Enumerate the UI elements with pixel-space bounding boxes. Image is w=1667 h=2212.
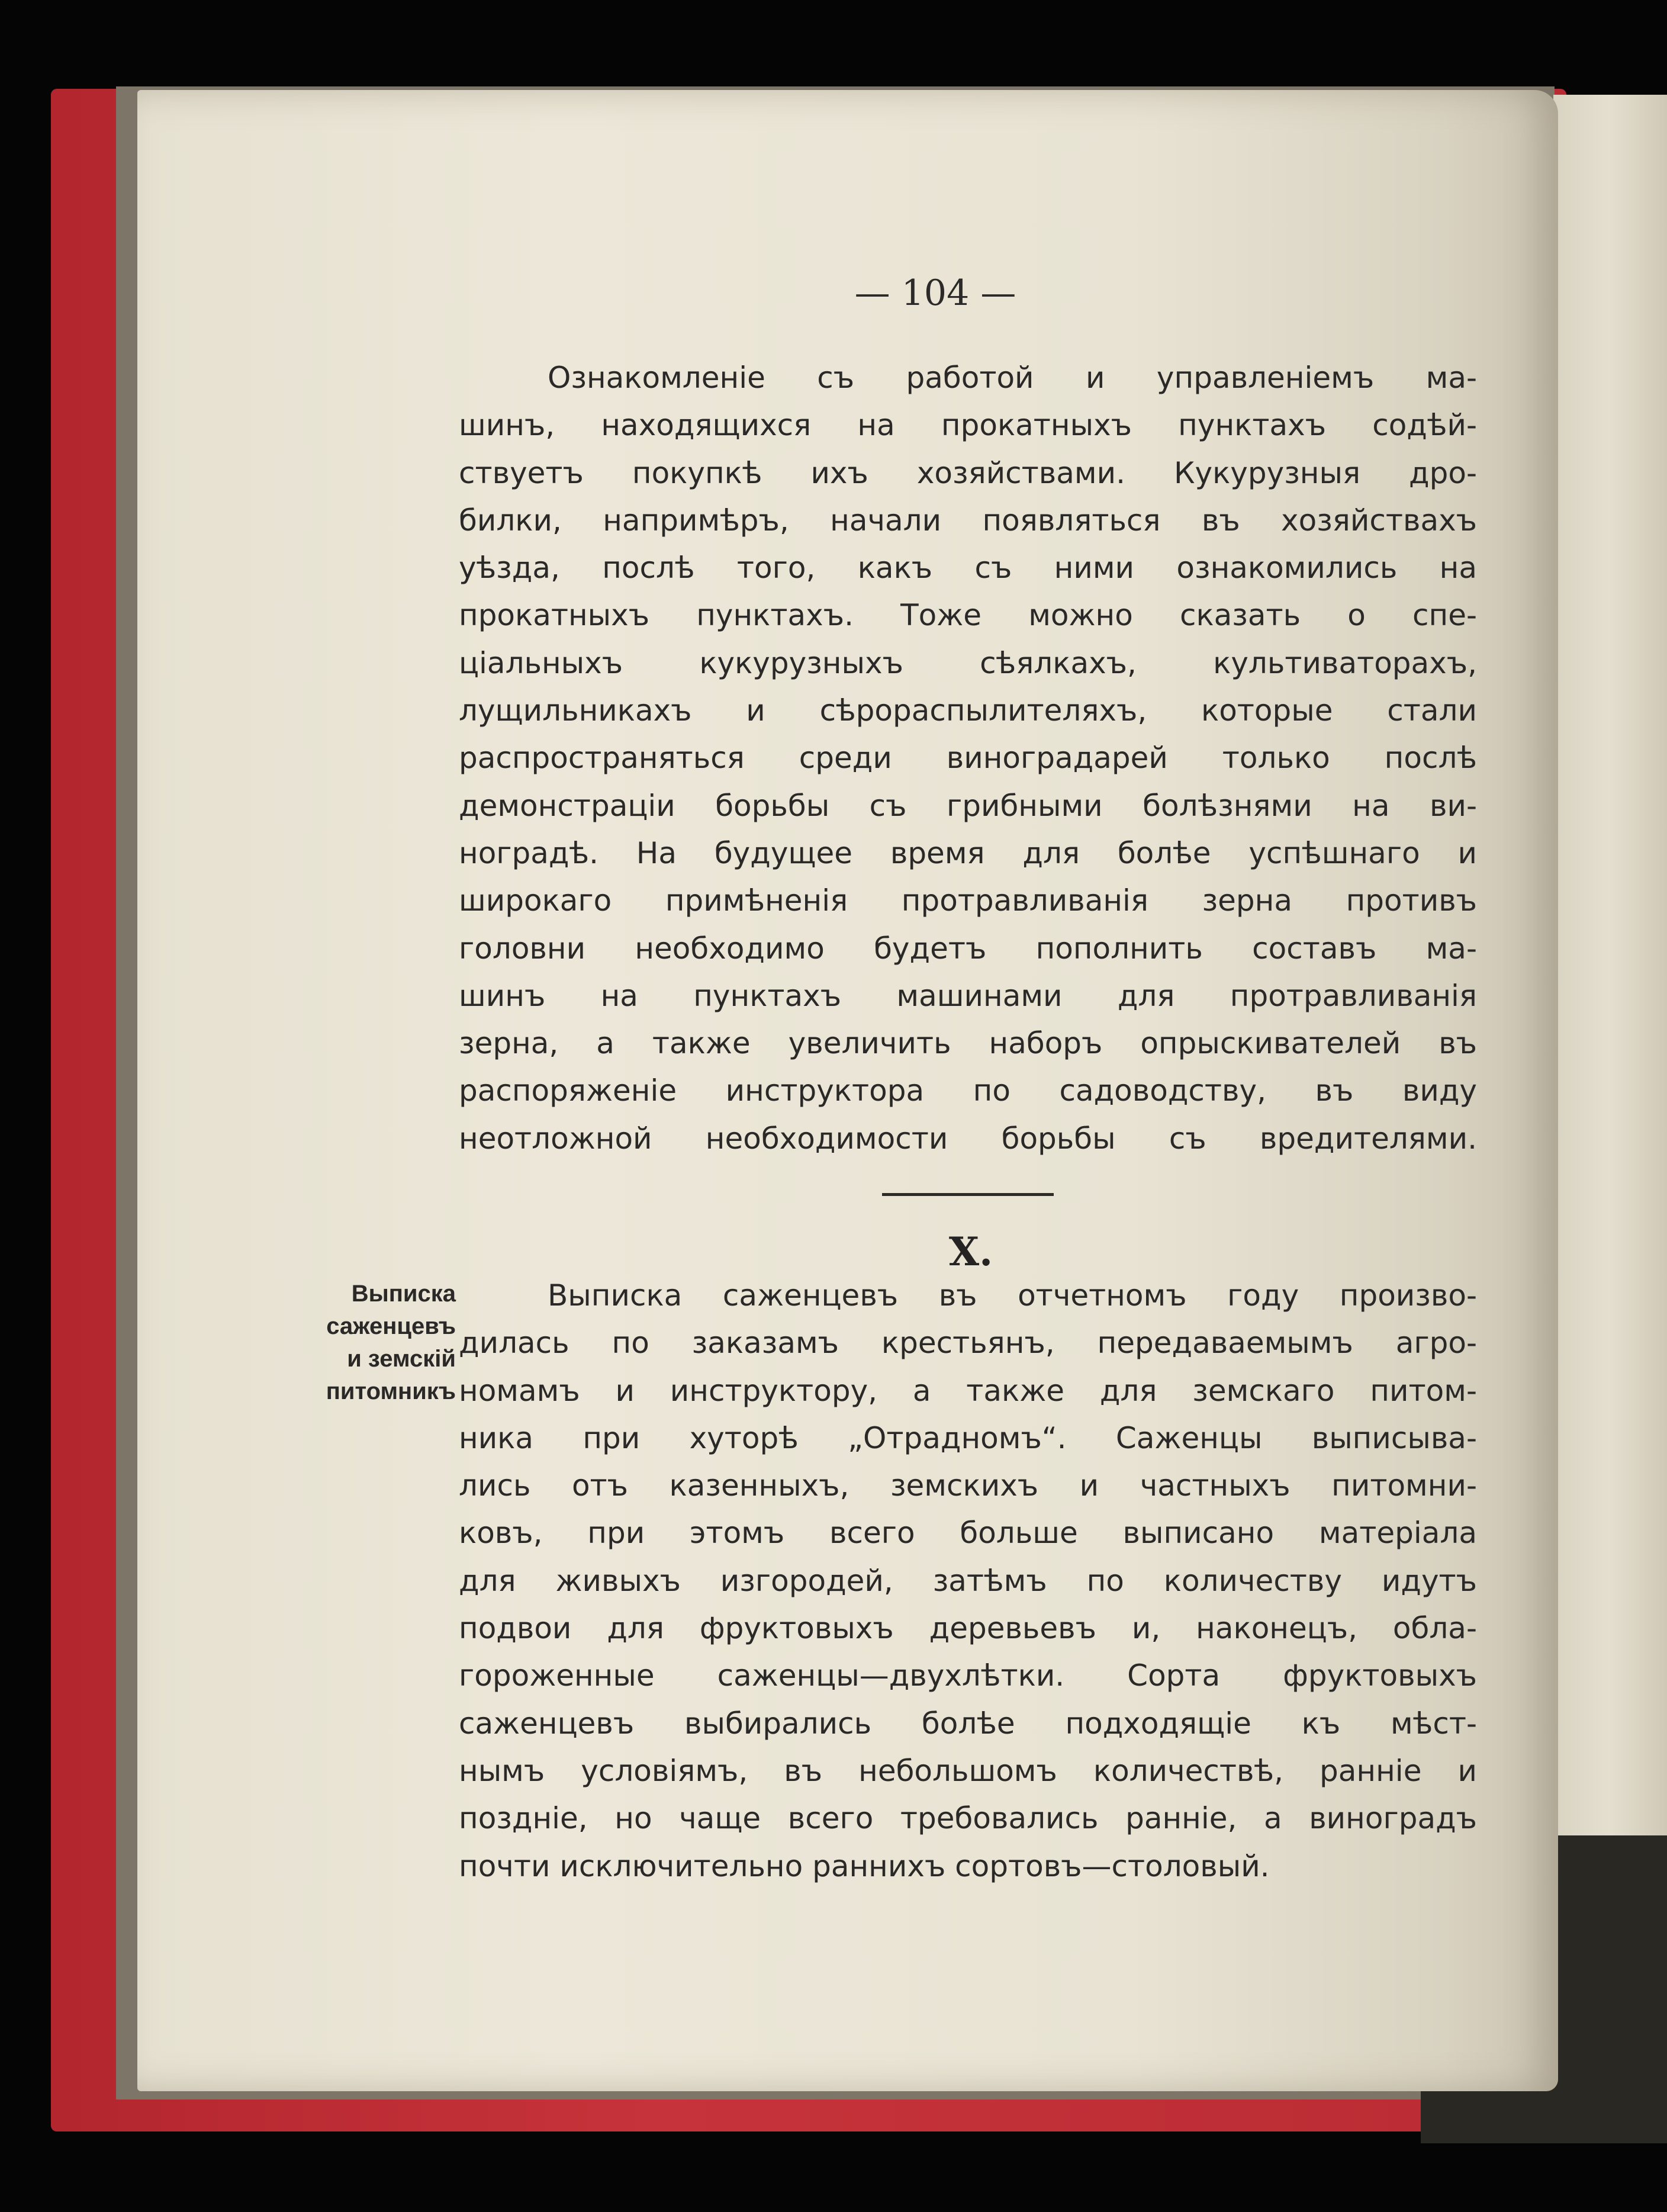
text-line: широкаго примѣненія протравливанія зерна противъ bbox=[459, 883, 1477, 918]
margin-note-line: питомникъ bbox=[326, 1378, 456, 1404]
paragraph-2 bbox=[459, 1272, 1477, 1890]
text-line: уѣзда, послѣ того, какъ съ ними ознакомились на bbox=[459, 551, 1477, 586]
margin-note bbox=[296, 1278, 456, 1408]
section-heading: X. bbox=[948, 1229, 993, 1275]
text-line: ковъ, при этомъ всего больше выписано матеріала bbox=[459, 1516, 1477, 1551]
margin-note-line: и земскій bbox=[347, 1346, 456, 1372]
text-line: шинъ, находящихся на прокатныхъ пунктахъ содѣй- bbox=[459, 408, 1477, 443]
text-line: нымъ условіямъ, въ небольшомъ количествѣ, ранніе и bbox=[459, 1753, 1477, 1788]
page-number: — 104 — bbox=[854, 272, 1016, 314]
section-divider bbox=[882, 1193, 1054, 1196]
text-line: номамъ и инструктору, а также для земскаго питом- bbox=[459, 1373, 1477, 1408]
margin-note-line: саженцевъ bbox=[326, 1313, 456, 1339]
text-line: почти исключительно раннихъ сортовъ—столовый. bbox=[459, 1848, 1270, 1883]
text-line: распоряженіе инструктора по садоводству, въ виду bbox=[459, 1073, 1477, 1108]
text-line: демонстраціи борьбы съ грибными болѣзнями на ви- bbox=[459, 788, 1477, 823]
text-line: прокатныхъ пунктахъ. Тоже можно сказать о спе- bbox=[459, 598, 1477, 633]
text-line: ноградѣ. На будущее время для болѣе успѣшнаго и bbox=[459, 835, 1477, 870]
text-line: гороженные саженцы—двухлѣтки. Сорта фруктовыхъ bbox=[459, 1658, 1477, 1693]
text-line: распространяться среди виноградарей только послѣ bbox=[459, 741, 1477, 776]
text-line: подвои для фруктовыхъ деревьевъ и, наконецъ, обла- bbox=[459, 1611, 1477, 1646]
text-line: шинъ на пунктахъ машинами для протравливанія bbox=[459, 978, 1477, 1013]
text-line: зерна, а также увеличить наборъ опрыскивателей въ bbox=[459, 1026, 1477, 1061]
next-page-edge bbox=[1553, 95, 1667, 2049]
text-line: саженцевъ выбирались болѣе подходящіе къ мѣст- bbox=[459, 1706, 1477, 1741]
text-line: билки, напримѣръ, начали появляться въ хозяйствахъ bbox=[459, 503, 1477, 538]
text-line: неотложной необходимости борьбы съ вредителями. bbox=[459, 1121, 1477, 1156]
text-line: Ознакомленіе съ работой и управленіемъ ма- bbox=[548, 361, 1477, 395]
text-line: ствуетъ покупкѣ ихъ хозяйствами. Кукурузныя дро- bbox=[459, 455, 1477, 490]
text-line: лущильникахъ и сѣрораспылителяхъ, которые стали bbox=[459, 693, 1477, 728]
paragraph-1 bbox=[459, 354, 1477, 1162]
text-line: ника при хуторѣ „Отрадномъ“. Саженцы выписыва- bbox=[459, 1420, 1477, 1455]
text-line: головни необходимо будетъ пополнить составъ ма- bbox=[459, 931, 1477, 966]
text-line: дилась по заказамъ крестьянъ, передаваемымъ агро- bbox=[459, 1326, 1477, 1361]
text-line: лись отъ казенныхъ, земскихъ и частныхъ питомни- bbox=[459, 1468, 1477, 1503]
text-line: Выписка саженцевъ въ отчетномъ году произво- bbox=[548, 1278, 1477, 1313]
margin-note-line: Выписка bbox=[351, 1281, 456, 1307]
text-line: ціальныхъ кукурузныхъ сѣялкахъ, культиваторахъ, bbox=[459, 645, 1477, 680]
text-line: для живыхъ изгородей, затѣмъ по количеству идутъ bbox=[459, 1563, 1477, 1598]
text-line: поздніе, но чаще всего требовались ранніе, а виноградъ bbox=[459, 1801, 1477, 1836]
